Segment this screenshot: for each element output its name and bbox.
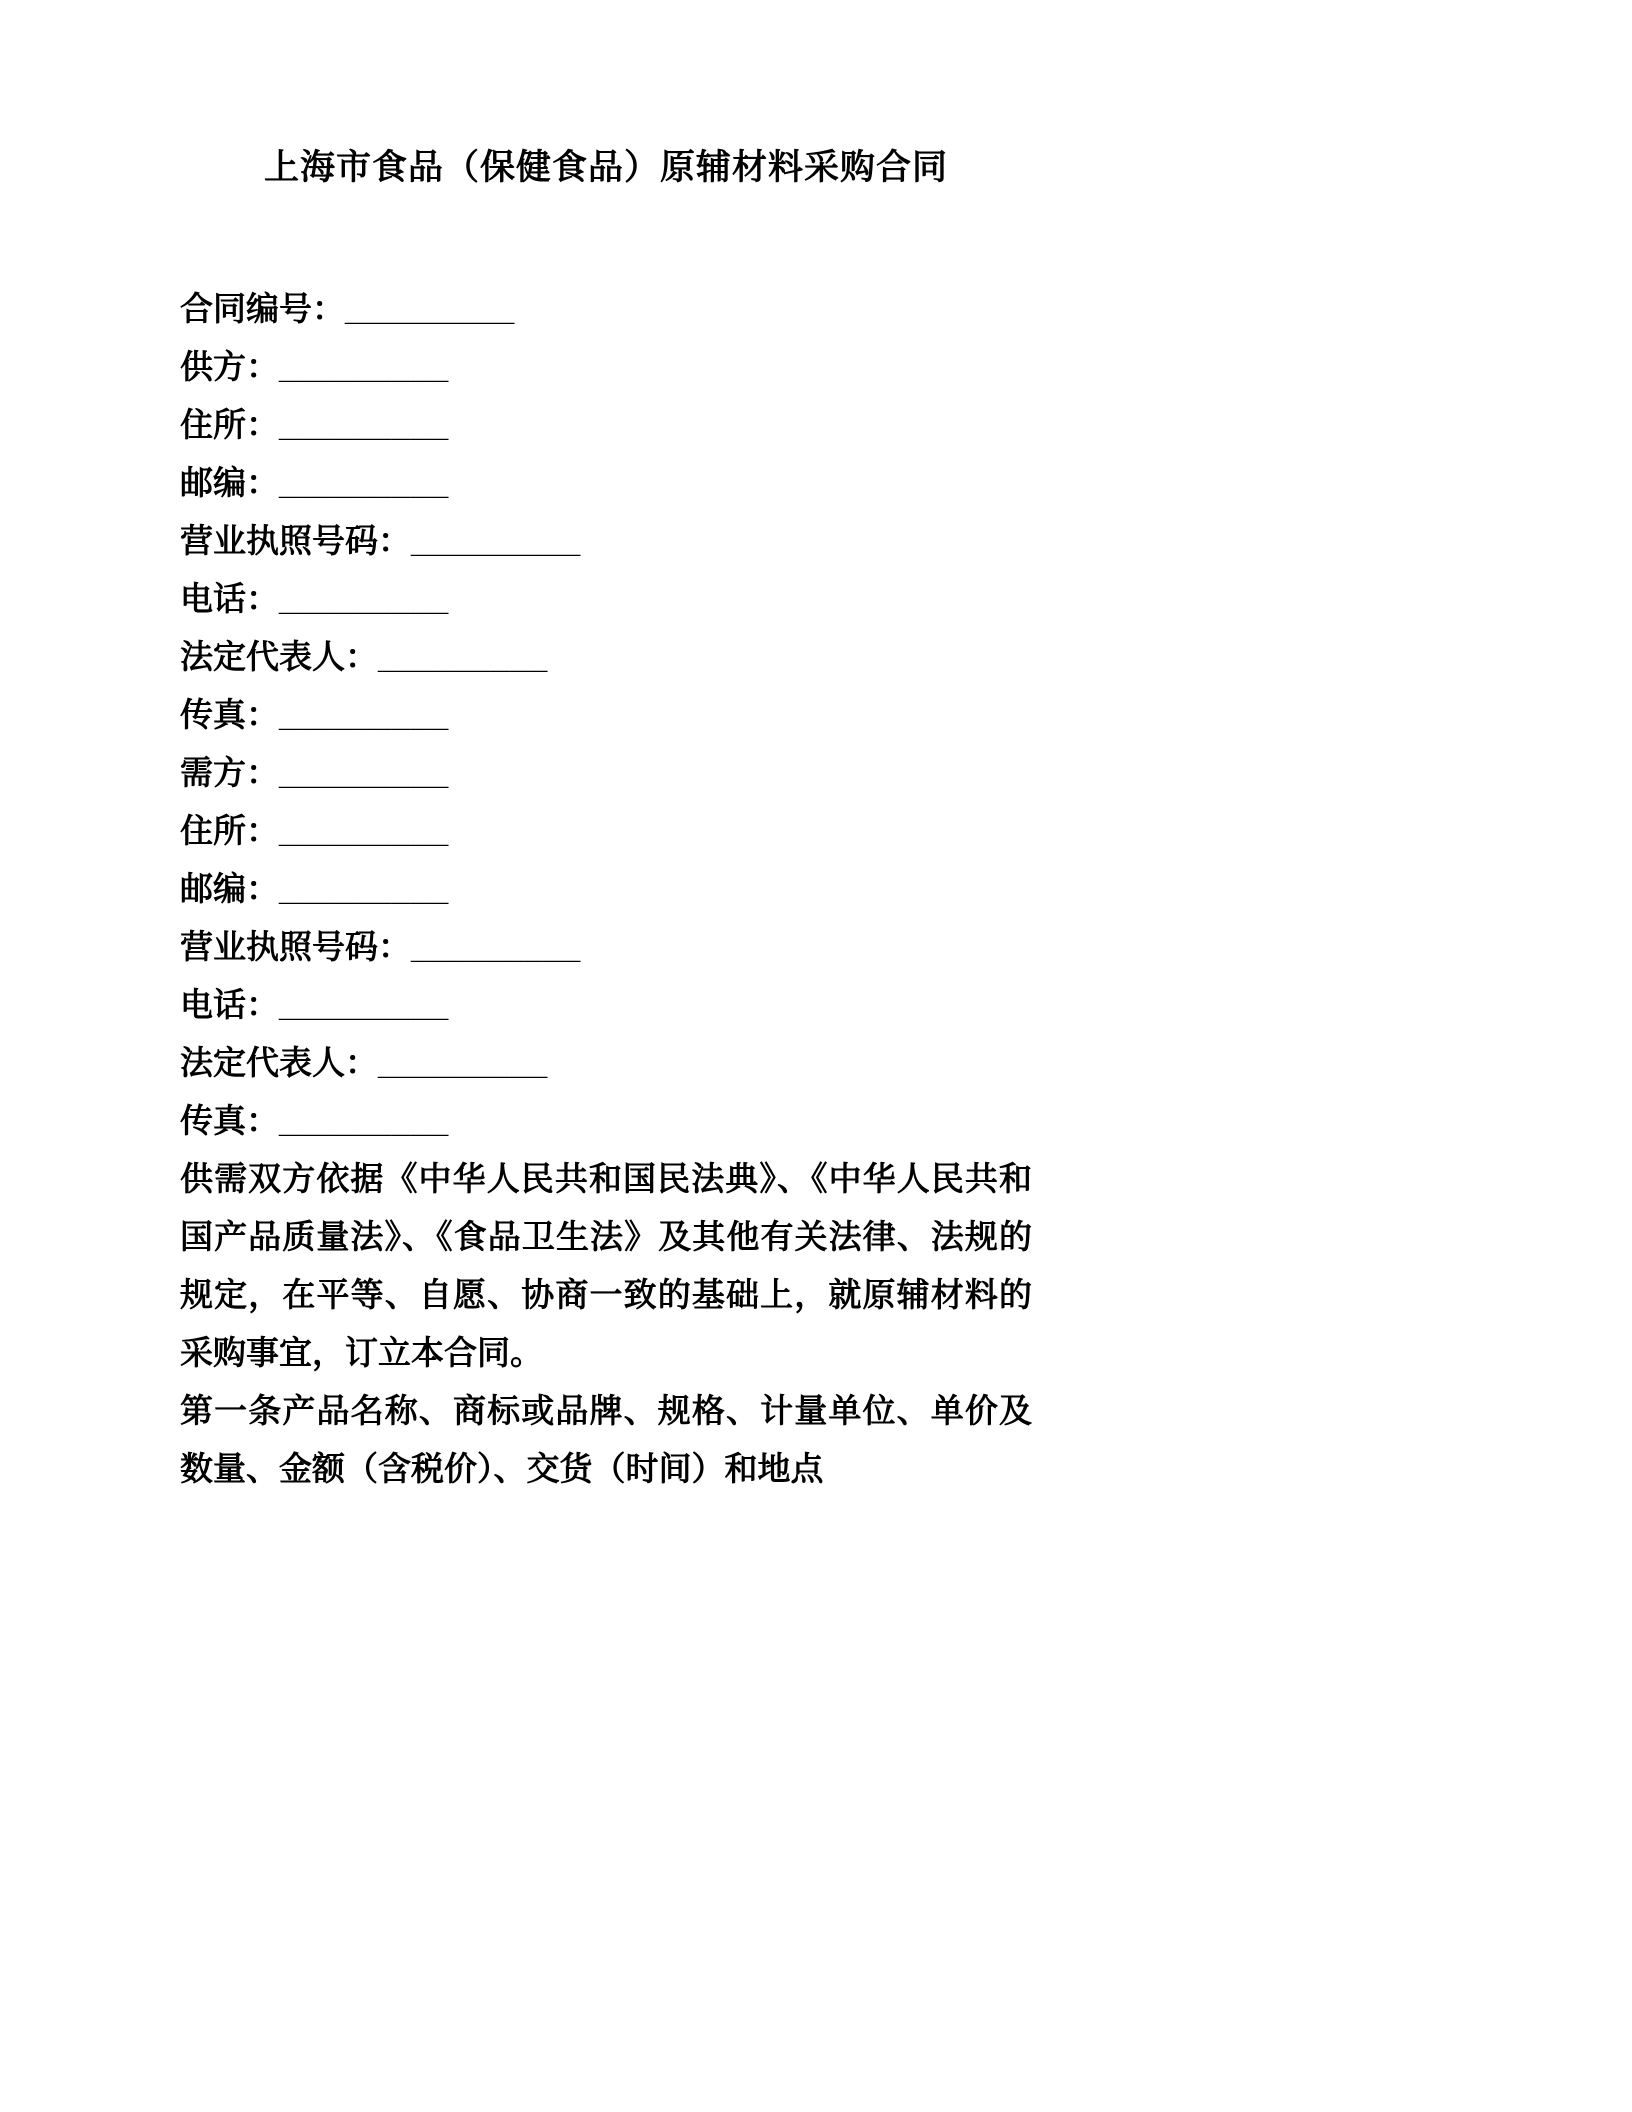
field-line-supplier-fax — [180, 686, 1032, 744]
field-line-supplier-address — [180, 396, 1032, 454]
field-line-contract-number — [180, 280, 1032, 338]
field-blank: _________ — [279, 406, 449, 443]
field-blank: _________ — [378, 638, 548, 675]
fields-section — [180, 280, 1032, 1150]
field-label: 法定代表人： — [180, 638, 378, 675]
field-line-buyer-phone — [180, 976, 1032, 1034]
field-blank: _________ — [411, 522, 581, 559]
field-label: 电话： — [180, 986, 279, 1023]
field-blank: _________ — [279, 986, 449, 1023]
document-title: 上海市食品（保健食品）原辅材料采购合同 — [263, 148, 948, 187]
field-label: 邮编： — [180, 464, 279, 501]
field-line-buyer — [180, 744, 1032, 802]
field-label: 法定代表人： — [180, 1044, 378, 1081]
field-blank: _________ — [378, 1044, 548, 1081]
field-line-buyer-address — [180, 802, 1032, 860]
field-label: 传真： — [180, 1102, 279, 1139]
field-label: 供方： — [180, 348, 279, 385]
field-label: 营业执照号码： — [180, 522, 411, 559]
field-line-buyer-representative — [180, 1034, 1032, 1092]
field-blank: _________ — [279, 580, 449, 617]
field-label: 合同编号： — [180, 290, 345, 327]
field-line-supplier — [180, 338, 1032, 396]
field-line-buyer-fax — [180, 1092, 1032, 1150]
field-blank: _________ — [279, 348, 449, 385]
field-blank: _________ — [279, 464, 449, 501]
field-line-buyer-postcode — [180, 860, 1032, 918]
field-blank: _________ — [279, 754, 449, 791]
field-line-supplier-representative — [180, 628, 1032, 686]
field-label: 营业执照号码： — [180, 928, 411, 965]
field-blank: _________ — [279, 1102, 449, 1139]
clause-1-paragraph: 第一条产品名称、商标或品牌、规格、计量单位、单价及数量、金额（含税价）、交货（时间）和地点 — [180, 1392, 1032, 1487]
field-blank: _________ — [345, 290, 515, 327]
document-content — [180, 0, 1032, 1498]
field-label: 住所： — [180, 406, 279, 443]
preamble-paragraph: 供需双方依据《中华人民共和国民法典》、《中华人民共和国产品质量法》、《食品卫生法》及其他有关法律、法规的规定，在平等、自愿、协商一致的基础上，就原辅材料的采购事宜，订立本合同。 — [180, 1160, 1032, 1371]
field-blank: _________ — [279, 812, 449, 849]
field-blank: _________ — [279, 870, 449, 907]
field-blank: _________ — [279, 696, 449, 733]
field-line-supplier-license — [180, 512, 1032, 570]
field-line-supplier-phone — [180, 570, 1032, 628]
field-label: 电话： — [180, 580, 279, 617]
field-label: 邮编： — [180, 870, 279, 907]
field-label: 传真： — [180, 696, 279, 733]
field-label: 需方： — [180, 754, 279, 791]
field-label: 住所： — [180, 812, 279, 849]
field-blank: _________ — [411, 928, 581, 965]
field-line-supplier-postcode — [180, 454, 1032, 512]
field-line-buyer-license — [180, 918, 1032, 976]
